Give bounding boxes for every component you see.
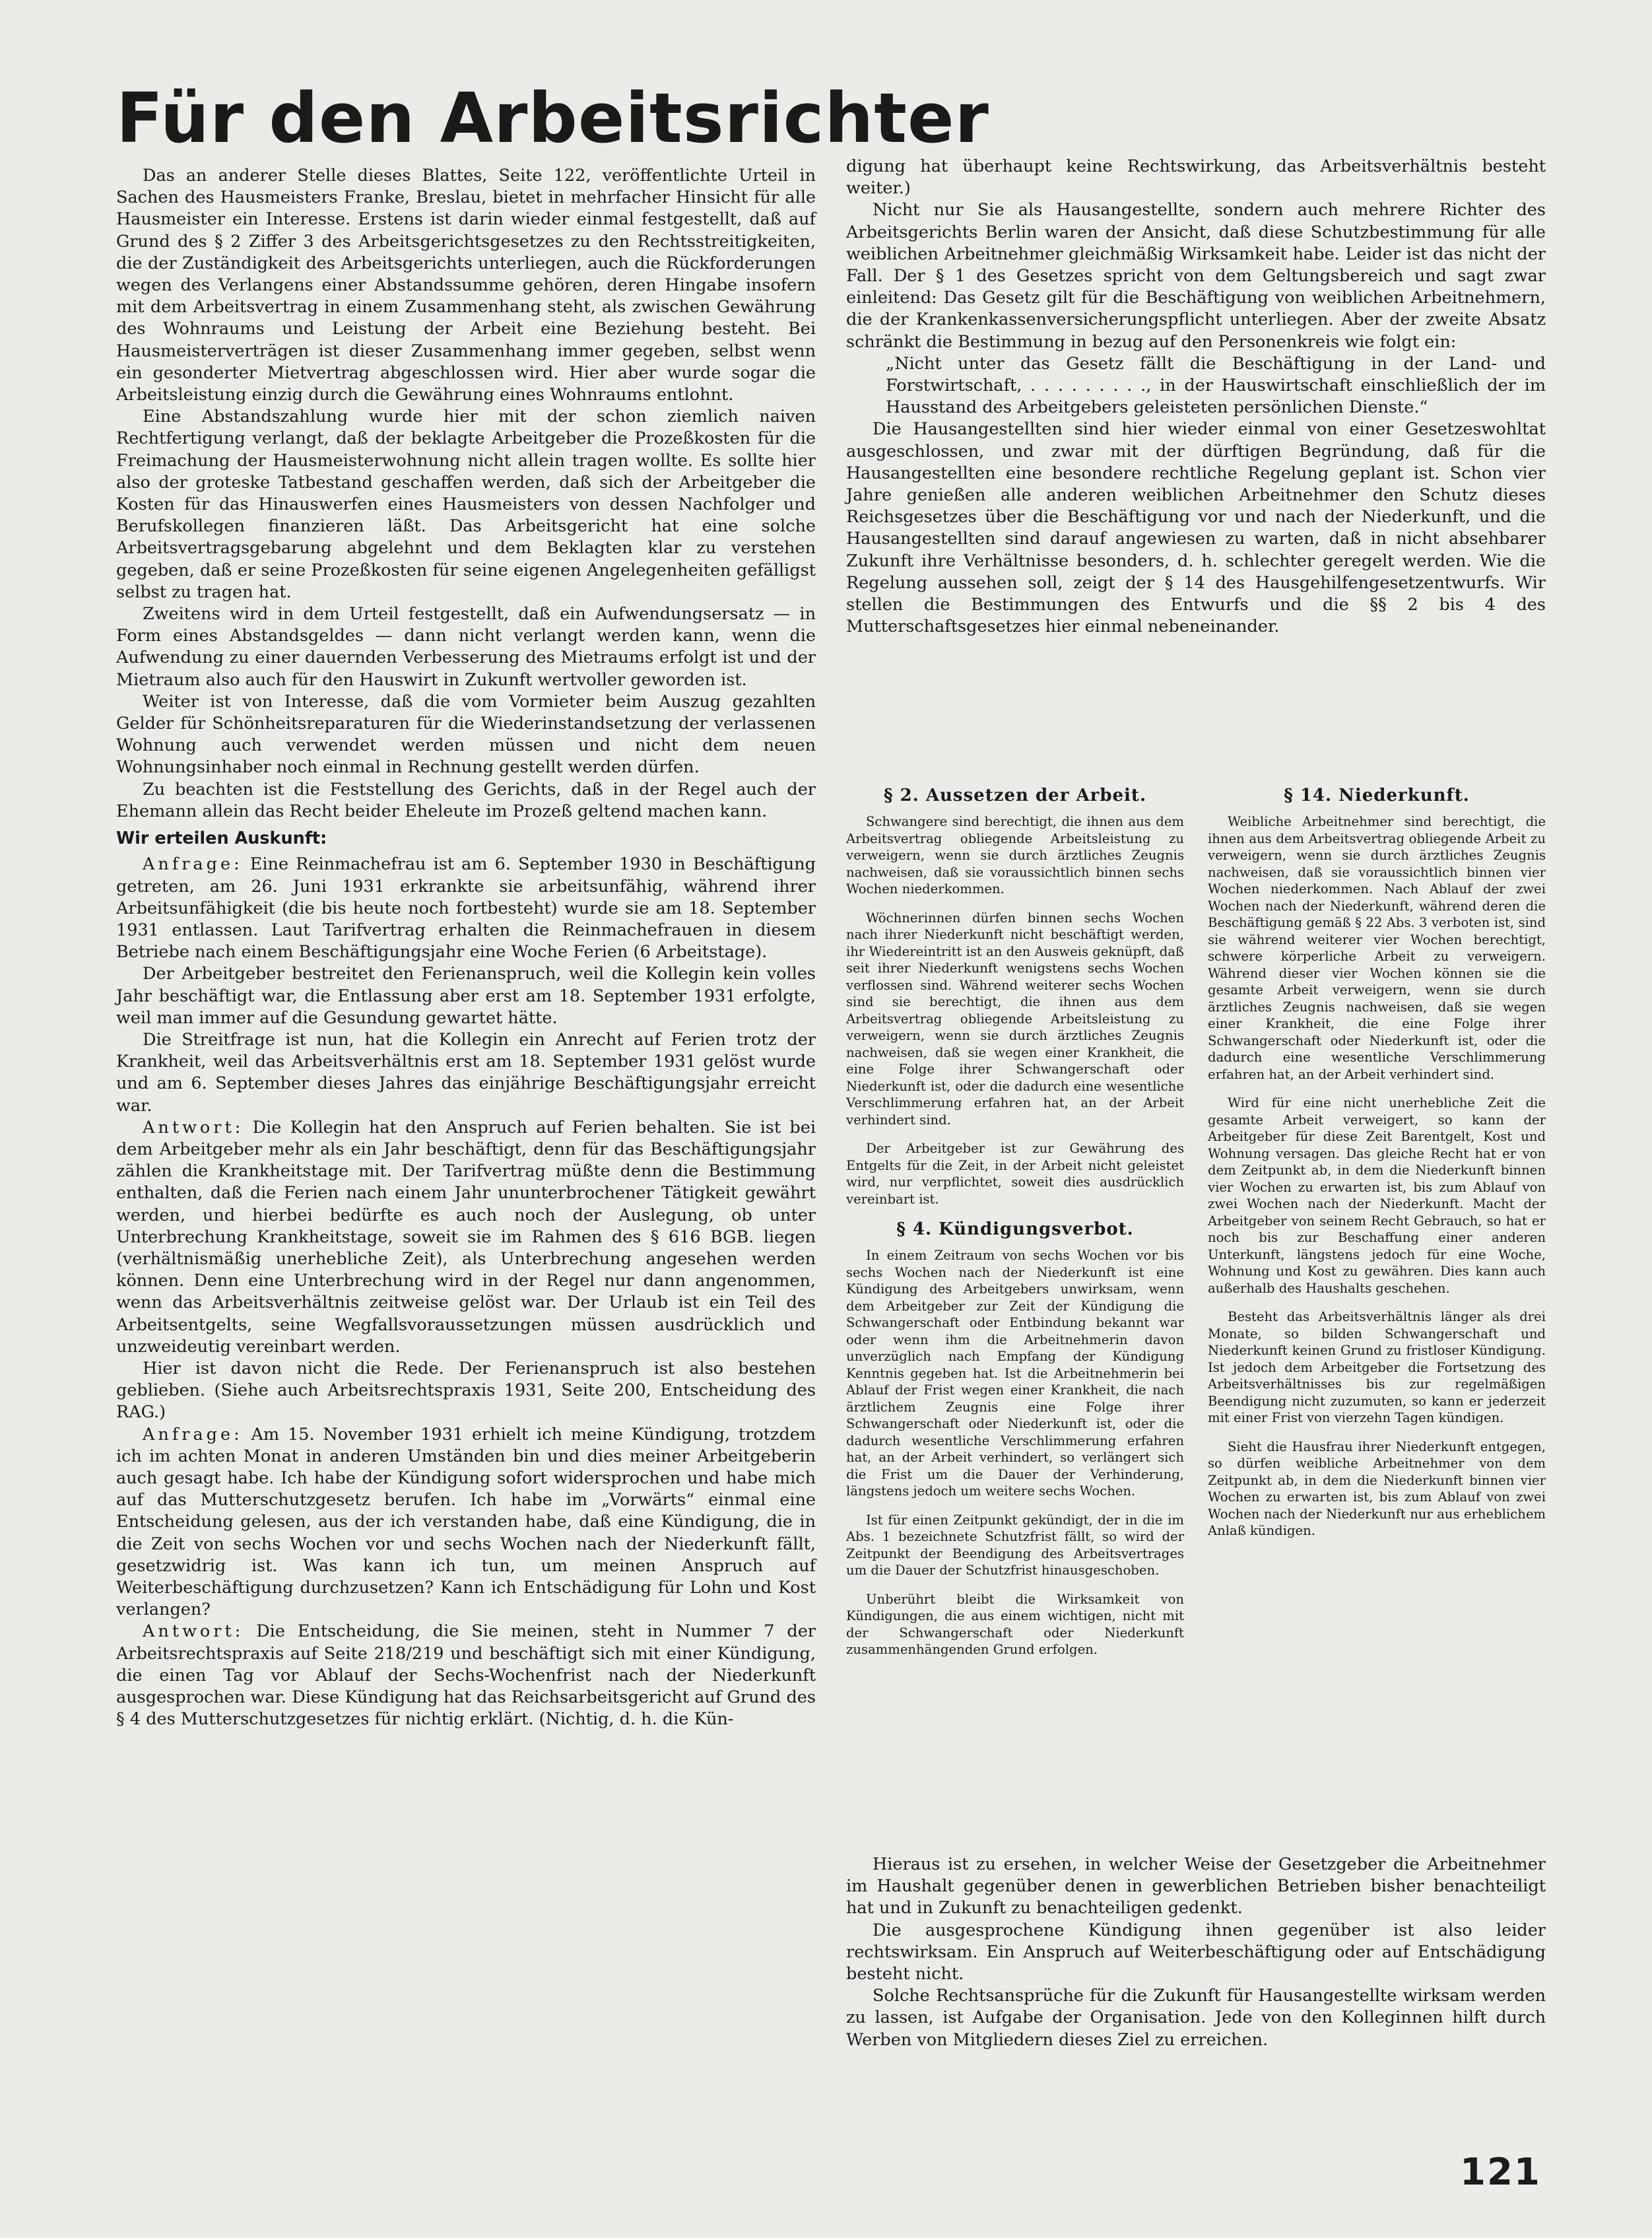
law-paragraph: Ist für einen Zeitpunkt gekündigt, der in die im Abs. 1 bezeichnete Schutzfrist fällt, so wird der Zeitpunkt der Beendigung des Arbeitsvertrages um die Dauer der Schutzfrist hinausgeschoben.: [846, 1512, 1184, 1578]
law-heading-section-14: § 14. Niederkunft.: [1284, 786, 1470, 805]
conclusion-paragraph: Die ausgesprochene Kündigung ihnen gegenüber ist also leider rechtswirksam. Ein Anspruch auf Weiterbeschäftigung oder auf Entschädigung besteht nicht.: [846, 1920, 1546, 1984]
question-2: [116, 1424, 816, 1621]
law-column-hausgehilfen: [1208, 786, 1546, 1551]
law-column-mutterschutz: [846, 786, 1184, 1670]
right-column: [846, 156, 1546, 638]
left-column: [116, 165, 816, 1730]
answer-1-continued: Hier ist davon nicht die Rede. Der Ferienanspruch ist also bestehen geblieben. (Siehe auch Arbeitsrechtspraxis 1931, Seite 200, Entscheidung des RAG.): [116, 1358, 816, 1423]
conclusion-paragraph: Hieraus ist zu ersehen, in welcher Weise der Gesetzgeber die Arbeitnehmer im Haushalt gegenüber denen in gewerblichen Betrieben bisher benachteiligt hat und in Zukunft zu benachteiligen gedenkt.: [846, 1854, 1546, 1918]
law-paragraph: Der Arbeitgeber ist zur Gewährung des Entgelts für die Zeit, in der Arbeit nicht geleistet wird, nur verpflichtet, soweit dies ausdrücklich vereinbart ist.: [846, 1141, 1184, 1207]
law-heading-section-2: § 2. Aussetzen der Arbeit.: [883, 786, 1146, 805]
answer-label: Antwort:: [143, 1621, 244, 1642]
question-label: Anfrage:: [143, 1424, 243, 1444]
question-1-continued: Der Arbeitgeber bestreitet den Ferienanspruch, weil die Kollegin kein volles Jahr beschäftigt war, die Entlassung aber erst am 18. September 1931 erfolgte, weil man immer auf die Gesundung gewartet hätte.: [116, 964, 816, 1028]
law-paragraph: Weibliche Arbeitnehmer sind berechtigt, die ihnen aus dem Arbeitsvertrag obliegende Arbeit zu verweigern, wenn sie durch ärztliches Zeugnis nachweisen, daß sie voraussichtlich binnen vier Wochen niederkommen. Nach Ablauf der zwei Wochen nach der Niederkunft, während deren die Beschäftigung gemäß § 22 Abs. 3 verboten ist, sind sie während weiterer vier Wochen berechtigt, schwere körperliche Arbeit zu verweigern. Während dieser vier Wochen können sie die gesamte Arbeit verweigern, wenn sie durch ärztliches Zeugnis nachweisen, daß sie wegen einer Krankheit, die eine Folge ihrer Schwangerschaft oder Niederkunft ist, oder die dadurch eine wesentliche Verschlimmerung erfahren hat, an der Arbeit verhindert sind.: [1208, 814, 1546, 1082]
intro-paragraph-2: Eine Abstandszahlung wurde hier mit der schon ziemlich naiven Rechtfertigung verlangt, daß der beklagte Arbeitgeber die Prozeßkosten für die Freimachung der Hausmeisterwohnung nicht allein tragen wollte. Es sollte hier also der groteske Tatbestand geschaffen werden, daß sich der Arbeitgeber die Kosten für das Hinauswerfen eines Hausmeisters von dessen Nachfolger und Berufskollegen finanzieren läßt. Das Arbeitsgericht hat eine solche Arbeitsvertragsgebarung abgelehnt und dem Beklagten klar zu verstehen gegeben, daß er seine Prozeßkosten für seine eigenen Angelegenheiten gefälligst selbst zu tragen hat.: [116, 407, 816, 602]
answer-1: [116, 1117, 816, 1358]
answer-2-paragraph: Nicht nur Sie als Hausangestellte, sondern auch mehrere Richter des Arbeitsgerichts Berlin waren der Ansicht, daß diese Schutzbestimmung für alle weiblichen Arbeitnehmer gleichmäßig Wirksamkeit habe. Leider ist das nicht der Fall. Der § 1 des Gesetzes spricht von dem Geltungsbereich und sagt zwar einleitend: Das Gesetz gilt für die Beschäftigung von weiblichen Arbeitnehmern, die der Krankenkassenversicherungspflicht unterliegen. Aber der zweite Absatz schränkt die Bestimmung in bezug auf den Personenkreis wie folgt ein:: [846, 200, 1546, 352]
intro-paragraph-1: Das an anderer Stelle dieses Blattes, Seite 122, veröffentlichte Urteil in Sachen des Hausmeisters Franke, Breslau, bietet in mehrfacher Hinsicht für alle Hausmeister ein Interesse. Erstens ist darin wieder einmal festgestellt, daß auf Grund des § 2 Ziffer 3 des Arbeitsgerichtsgesetzes zu den Rechtsstreitigkeiten, die der Zuständigkeit des Arbeitsgerichts unterliegen, auch die Rückforderungen wegen des Verlangens einer Abstandssumme gehören, deren Hingabe insofern mit dem Arbeitsvertrag in einem Zusammenhang steht, als zwischen Gewährung des Wohnraums und Leistung der Arbeit eine Beziehung besteht. Bei Hausmeisterverträgen ist dieser Zusammenhang immer gegeben, selbst wenn ein gesonderter Mietvertrag abgeschlossen wird. Hier aber wurde sogar die Arbeitsleistung einzig durch die Gewährung eines Wohnraums entlohnt.: [116, 166, 816, 405]
answer-text: Die Entscheidung, die Sie meinen, steht in Nummer 7 der Arbeitsrechtspraxis auf Seite 218/219 und beschäftigt sich mit einer Kündigung, die einen Tag vor Ablauf der Sechs-Wochenfrist nach der Niederkunft ausgesprochen war. Diese Kündigung hat das Reichsarbeitsgericht auf Grund des § 4 des Mutterschutzgesetzes für nichtig erklärt. (Nichtig, d. h. die Kün-: [116, 1621, 816, 1730]
answer-2-comparison: Die Hausangestellten sind hier wieder einmal von einer Gesetzeswohltat ausgeschlossen, und zwar mit der dürftigen Begründung, daß für die Hausangestellten eine besondere rechtliche Regelung geplant ist. Schon vier Jahre genießen alle anderen weiblichen Arbeitnehmer den Schutz dieses Reichsgesetzes über die Beschäftigung vor und nach der Niederkunft, und die Hausangestellten sind darauf angewiesen zu warten, daß in nicht absehbarer Zukunft ihre Verhältnisse besonders, d. h. schlechter geregelt werden. Wie die Regelung aussehen soll, zeigt der § 14 des Hausgehilfengesetzentwurfs. Wir stellen die Bestimmungen des Entwurfs und die §§ 2 bis 4 des Mutterschaftsgesetzes hier einmal nebeneinander.: [846, 419, 1546, 637]
question-label: Anfrage:: [143, 854, 243, 875]
conclusion-paragraph: Solche Rechtsansprüche für die Zukunft für Hausangestellte wirksam werden zu lassen, ist Aufgabe der Organisation. Jede von den Kolleginnen hilft durch Werben von Mitgliedern dieses Ziel zu erreichen.: [846, 1986, 1546, 2050]
page-title: Für den Arbeitsrichter: [116, 78, 989, 158]
answer-2: [116, 1621, 816, 1730]
question-text: Eine Reinmachefrau ist am 6. September 1930 in Beschäftigung getreten, am 26. Juni 1931 erkrankte sie arbeitsunfähig, während ihrer Arbeitsunfähigkeit (die bis heute noch fortbesteht) wurde sie am 18. September 1931 entlassen. Laut Tarifvertrag erhalten die Reinmachefrauen in diesem Betriebe nach einem Beschäftigungsjahr eine Woche Ferien (6 Arbeitstage).: [116, 854, 816, 963]
intro-paragraph-3: Zweitens wird in dem Urteil festgestellt, daß ein Aufwendungsersatz — in Form eines Abstandsgeldes — dann nicht verlangt werden kann, wenn die Aufwendung zu einer dauernden Verbesserung des Mietraums erfolgt ist und der Mietraum also auch für den Hauswirt in Zukunft wertvoller geworden ist.: [116, 604, 816, 690]
law-paragraph: In einem Zeitraum von sechs Wochen vor bis sechs Wochen nach der Niederkunft ist eine Kündigung des Arbeitgebers unwirksam, wenn dem Arbeitgeber zur Zeit der Kündigung die Schwangerschaft oder Entbindung bekannt war oder wenn ihm die Arbeitnehmerin davon unverzüglich nach Empfang der Kündigung Kenntnis gegeben hat. Ist die Arbeitnehmerin bei Ablauf der Frist wegen einer Krankheit, die nach ärztlichem Zeugnis eine Folge ihrer Schwangerschaft oder Niederkunft ist, oder die dadurch wesentliche Verschlimmerung erfahren hat, an der Arbeit verhindert, so verlängert sich die Frist um die Dauer der Verhinderung, längstens jedoch um weitere sechs Wochen.: [846, 1248, 1184, 1499]
law-paragraph: Sieht die Hausfrau ihrer Niederkunft entgegen, so dürfen weibliche Arbeitnehmer von dem Zeitpunkt ab, in dem die Niederkunft binnen vier Wochen zu erwarten ist, bis zum Ablauf von zwei Wochen nach der Niederkunft nur aus erheblichem Anlaß kündigen.: [1208, 1439, 1546, 1538]
law-heading-section-4: § 4. Kündigungsverbot.: [896, 1219, 1134, 1239]
intro-paragraph-4: Weiter ist von Interesse, daß die vom Vormieter beim Auszug gezahlten Gelder für Schönheitsreparaturen für die Wiederinstandsetzung der verlassenen Wohnung auch verwendet werden müssen und nicht dem neuen Wohnungsinhaber noch einmal in Rechnung gestellt werden dürfen.: [116, 691, 816, 778]
law-paragraph: Besteht das Arbeitsverhältnis länger als drei Monate, so bilden Schwangerschaft und Niederkunft keinen Grund zu fristloser Kündigung. Ist jedoch dem Arbeitgeber die Fortsetzung des Arbeitsverhältnisses bis zur regelmäßigen Beendigung nicht zuzumuten, so kann er jederzeit mit einer Frist von vierzehn Tagen kündigen.: [1208, 1309, 1546, 1425]
question-1: [116, 854, 816, 963]
section-heading-auskunft: Wir erteilen Auskunft:: [116, 829, 327, 849]
question-1-dispute: Die Streitfrage ist nun, hat die Kollegin ein Anrecht auf Ferien trotz der Krankheit, weil das Arbeitsverhältnis erst am 18. September 1931 gelöst wurde und am 6. September dieses Jahres das einjährige Beschäftigungsjahr erreicht war.: [116, 1029, 816, 1116]
answer-2-continued: digung hat überhaupt keine Rechtswirkung, das Arbeitsverhältnis besteht weiter.): [846, 156, 1546, 199]
law-paragraph: Schwangere sind berechtigt, die ihnen aus dem Arbeitsvertrag obliegende Arbeitsleistung zu verweigern, wenn sie durch ärztliches Zeugnis nachweisen, daß sie voraussichtlich binnen sechs Wochen niederkommen.: [846, 814, 1184, 897]
page-number: 121: [1460, 2151, 1541, 2194]
question-text: Am 15. November 1931 erhielt ich meine Kündigung, trotzdem ich im achten Monat in anderen Umständen bin und dies meiner Arbeitgeberin auch gesagt habe. Ich habe der Kündigung sofort widersprochen und habe mich auf das Mutterschutzgesetz berufen. Ich habe im „Vorwärts“ einmal eine Entscheidung gelesen, aus der ich verstanden habe, daß eine Kündigung, die in die Zeit von sechs Wochen vor und sechs Wochen nach der Niederkunft fällt, gesetzwidrig ist. Was kann ich tun, um meinen Anspruch auf Weiterbeschäftigung durchzusetzen? Kann ich Entschädigung für Lohn und Kost verlangen?: [116, 1424, 816, 1620]
law-paragraph: Wöchnerinnen dürfen binnen sechs Wochen nach ihrer Niederkunft nicht beschäftigt werden, ihr Wiedereintritt ist an den Ausweis geknüpft, daß seit ihrer Niederkunft wenigstens sechs Wochen verflossen sind. Während weiterer sechs Wochen sind sie berechtigt, die ihnen aus dem Arbeitsvertrag obliegende Arbeitsleistung zu verweigern, wenn sie durch ärztliches Zeugnis nachweisen, daß sie wegen einer Krankheit, die eine Folge ihrer Schwangerschaft oder Niederkunft ist, oder die dadurch eine wesentliche Verschlimmerung erfahren hat, an der Arbeit verhindert sind.: [846, 910, 1184, 1128]
law-paragraph: Unberührt bleibt die Wirksamkeit von Kündigungen, die aus einem wichtigen, nicht mit der Schwangerschaft oder Niederkunft zusammenhängenden Grund erfolgen.: [846, 1591, 1184, 1657]
law-paragraph: Wird für eine nicht unerhebliche Zeit die gesamte Arbeit verweigert, so kann der Arbeitgeber für diese Zeit Barentgelt, Kost und Wohnung versagen. Das gleiche Recht hat er von dem Zeitpunkt ab, in dem die Niederkunft binnen vier Wochen zu erwarten ist, bis zum Ablauf von zwei Wochen nach der Niederkunft. Macht der Arbeitgeber von seinem Recht Gebrauch, so hat er noch bis zur Beschaffung einer anderen Unterkunft, längstens jedoch für eine Woche, Wohnung und Kost zu gewähren. Dies kann auch außerhalb des Haushalts geschehen.: [1208, 1095, 1546, 1296]
conclusion-column: [846, 1854, 1546, 2051]
answer-label: Antwort:: [143, 1117, 244, 1137]
answer-text: Die Kollegin hat den Anspruch auf Ferien behalten. Sie ist bei dem Arbeitgeber mehr als ein Jahr beschäftigt, denn für das Beschäftigungsjahr zählen die Krankheitstage mit. Der Tarifvertrag müßte denn die Bestimmung enthalten, daß die Ferien nach einem Jahr ununterbrochener Tätigkeit gewährt werden, und hierbei bedürfte es auch noch der Auslegung, ob unter Unterbrechung Krankheitstage, soweit sie im Rahmen des § 616 BGB. liegen (verhältnismäßig unerhebliche Zeit), als Unterbrechung angesehen werden können. Denn eine Unterbrechung wird in der Regel nur dann angenommen, wenn das Arbeitsverhältnis zeitweise gelöst war. Der Urlaub ist ein Teil des Arbeitsentgelts, seine Wegfallsvoraussetzungen müssen ausdrücklich und unzweideutig vereinbart werden.: [116, 1117, 816, 1357]
intro-paragraph-5: Zu beachten ist die Feststellung des Gerichts, daß in der Regel auch der Ehemann allein das Recht beider Eheleute im Prozeß geltend machen kann.: [116, 779, 816, 821]
law-quote: „Nicht unter das Gesetz fällt die Beschäftigung in der Land- und Forstwirtschaft, . . . . . . . . ., in der Hauswirtschaft einschließlich der im Hausstand des Arbeitgebers geleisteten persönlichen Dienste.“: [886, 353, 1546, 418]
